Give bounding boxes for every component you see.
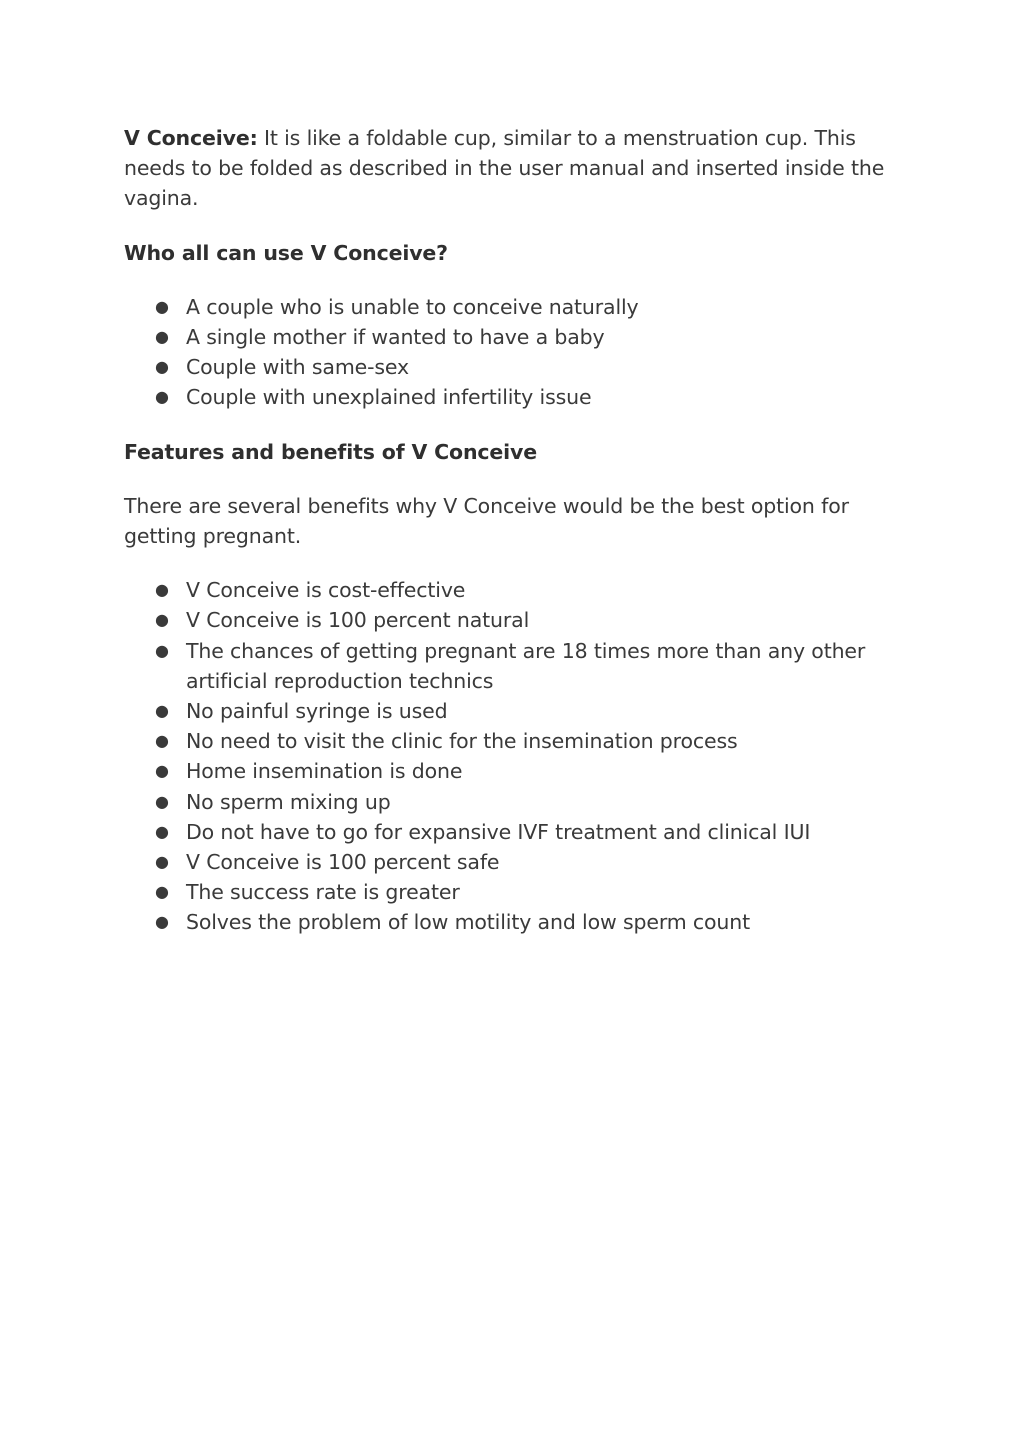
list-item xyxy=(124,847,904,877)
bullet-icon: ● xyxy=(155,882,169,902)
list-item-text: V Conceive is cost-effective xyxy=(186,578,466,603)
bullet-icon: ● xyxy=(155,761,169,781)
list-item-text: The chances of getting pregnant are 18 times more than any other artificial reproduction technics xyxy=(186,638,866,693)
bullet-icon: ● xyxy=(155,357,169,377)
bullet-icon: ● xyxy=(155,912,169,932)
list-item-text: V Conceive is 100 percent natural xyxy=(186,608,530,633)
bullet-icon: ● xyxy=(155,610,169,630)
document-content xyxy=(124,123,904,962)
list-item xyxy=(124,817,904,847)
bullet-icon: ● xyxy=(155,640,169,660)
list-item-text: A couple who is unable to conceive naturally xyxy=(186,294,639,319)
intro-term: V Conceive: xyxy=(124,126,258,150)
bullet-icon: ● xyxy=(155,327,169,347)
intro-paragraph xyxy=(124,123,904,214)
list-item-text: The success rate is greater xyxy=(186,880,460,905)
list-item-text: Couple with same-sex xyxy=(186,355,409,380)
bullet-icon: ● xyxy=(155,296,169,316)
bullet-icon: ● xyxy=(155,791,169,811)
bullet-icon: ● xyxy=(155,852,169,872)
list-item xyxy=(124,907,904,937)
list-item xyxy=(124,756,904,786)
list-item xyxy=(124,877,904,907)
list-item xyxy=(124,787,904,817)
list-item-text: V Conceive is 100 percent safe xyxy=(186,850,500,875)
list-item-text: No need to visit the clinic for the insemination process xyxy=(186,729,738,754)
bullet-icon: ● xyxy=(155,731,169,751)
list-item-text: Home insemination is done xyxy=(186,759,463,784)
bullet-icon: ● xyxy=(155,387,169,407)
list-item xyxy=(124,726,904,756)
list-item xyxy=(124,322,904,352)
list-item-text: Solves the problem of low motility and low sperm count xyxy=(186,910,751,935)
list-item-text: Couple with unexplained infertility issue xyxy=(186,385,592,410)
list-item xyxy=(124,575,904,605)
who-can-use-list xyxy=(124,292,904,413)
list-item xyxy=(124,696,904,726)
list-item xyxy=(124,382,904,412)
bullet-icon: ● xyxy=(155,701,169,721)
who-can-use-heading: Who all can use V Conceive? xyxy=(124,240,448,265)
list-item-text: No sperm mixing up xyxy=(186,789,391,814)
list-item xyxy=(124,605,904,635)
features-intro: There are several benefits why V Conceive would be the best option for getting pregnant. xyxy=(124,493,849,549)
list-item xyxy=(124,292,904,322)
features-heading: Features and benefits of V Conceive xyxy=(124,439,538,464)
list-item-text: No painful syringe is used xyxy=(186,699,448,724)
bullet-icon: ● xyxy=(155,580,169,600)
list-item xyxy=(124,352,904,382)
intro-text: It is like a foldable cup, similar to a menstruation cup. This needs to be folded as described in the user manual and inserted inside the vagina. xyxy=(124,126,885,211)
list-item-text: A single mother if wanted to have a baby xyxy=(186,325,605,350)
bullet-icon: ● xyxy=(155,821,169,841)
list-item xyxy=(124,636,904,696)
list-item-text: Do not have to go for expansive IVF treatment and clinical IUI xyxy=(186,819,811,844)
features-list xyxy=(124,575,904,937)
